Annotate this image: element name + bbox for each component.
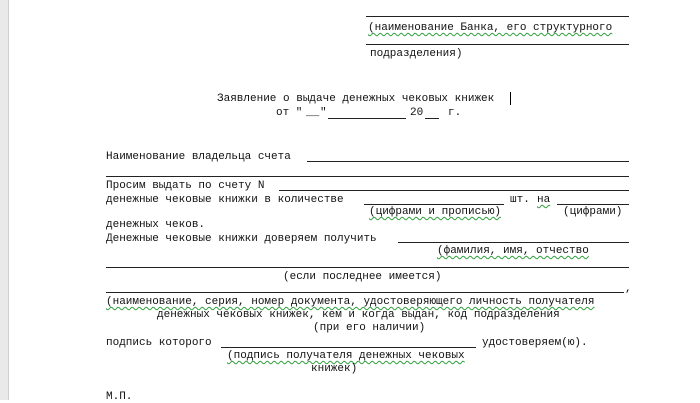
doc-caption-line2: денежных чековых книжек, кем и когда выдан, код подразделения: [157, 309, 560, 321]
quantity-line[interactable]: [364, 204, 504, 205]
stamp-label: М.П.: [106, 391, 133, 403]
text-cursor: [510, 92, 511, 105]
recipient-name-line[interactable]: [398, 242, 629, 243]
doc-caption-line1: (наименование, серия, номер документа, удостоверяющего личность получателя: [106, 296, 595, 308]
date-year-line[interactable]: [425, 118, 439, 119]
recipient-name-line-2[interactable]: [106, 267, 629, 268]
pcs-label: шт.: [510, 194, 530, 206]
books-label: денежные чековые книжки в количестве: [106, 194, 344, 206]
date-month-line[interactable]: [328, 118, 406, 119]
bank-caption-line2: подразделения): [370, 48, 463, 60]
bank-caption-line1: (наименование Банка, его структурного: [368, 22, 613, 34]
document-details-comma: ,: [625, 283, 632, 295]
digits-caption: (цифрами): [563, 206, 623, 218]
signature-caption-line2: книжек): [311, 363, 358, 375]
date-year-suffix: г.: [448, 107, 462, 119]
date-day-blank[interactable]: __: [306, 107, 320, 119]
request-label: Просим выдать по счету N: [106, 180, 265, 192]
on-label: на: [537, 194, 551, 206]
page-left-edge: [0, 0, 9, 400]
bank-name-line[interactable]: [366, 16, 629, 17]
cheques-count-line[interactable]: [557, 204, 629, 205]
date-prefix: от ": [276, 107, 303, 119]
date-quote: ": [320, 107, 327, 119]
date-year-prefix: 20: [410, 107, 424, 119]
signature-label: подпись которого: [106, 337, 212, 349]
signature-line[interactable]: [221, 347, 476, 348]
document-details-line[interactable]: [106, 292, 624, 293]
certify-label: удостоверяем(ю).: [482, 337, 588, 349]
account-number-line[interactable]: [279, 190, 629, 191]
signature-caption-line1: (подпись получателя денежных чековых: [227, 350, 465, 362]
trust-label: Денежные чековые книжки доверяем получить: [106, 233, 377, 245]
doc-caption-line3: (при его наличии): [313, 322, 426, 334]
digits-words-caption: (цифрами и прописью): [369, 206, 502, 218]
owner-field-line[interactable]: [307, 161, 629, 162]
blank-line-1[interactable]: [106, 176, 629, 177]
bank-subdivision-line[interactable]: [366, 44, 629, 45]
owner-label: Наименование владельца счета: [106, 151, 291, 163]
if-any-caption: (если последнее имеется): [283, 271, 442, 283]
cheques-label: денежных чеков.: [106, 219, 206, 231]
fio-caption: (фамилия, имя, отчество: [437, 245, 589, 257]
document-title: Заявление о выдаче денежных чековых книжек: [217, 93, 495, 105]
